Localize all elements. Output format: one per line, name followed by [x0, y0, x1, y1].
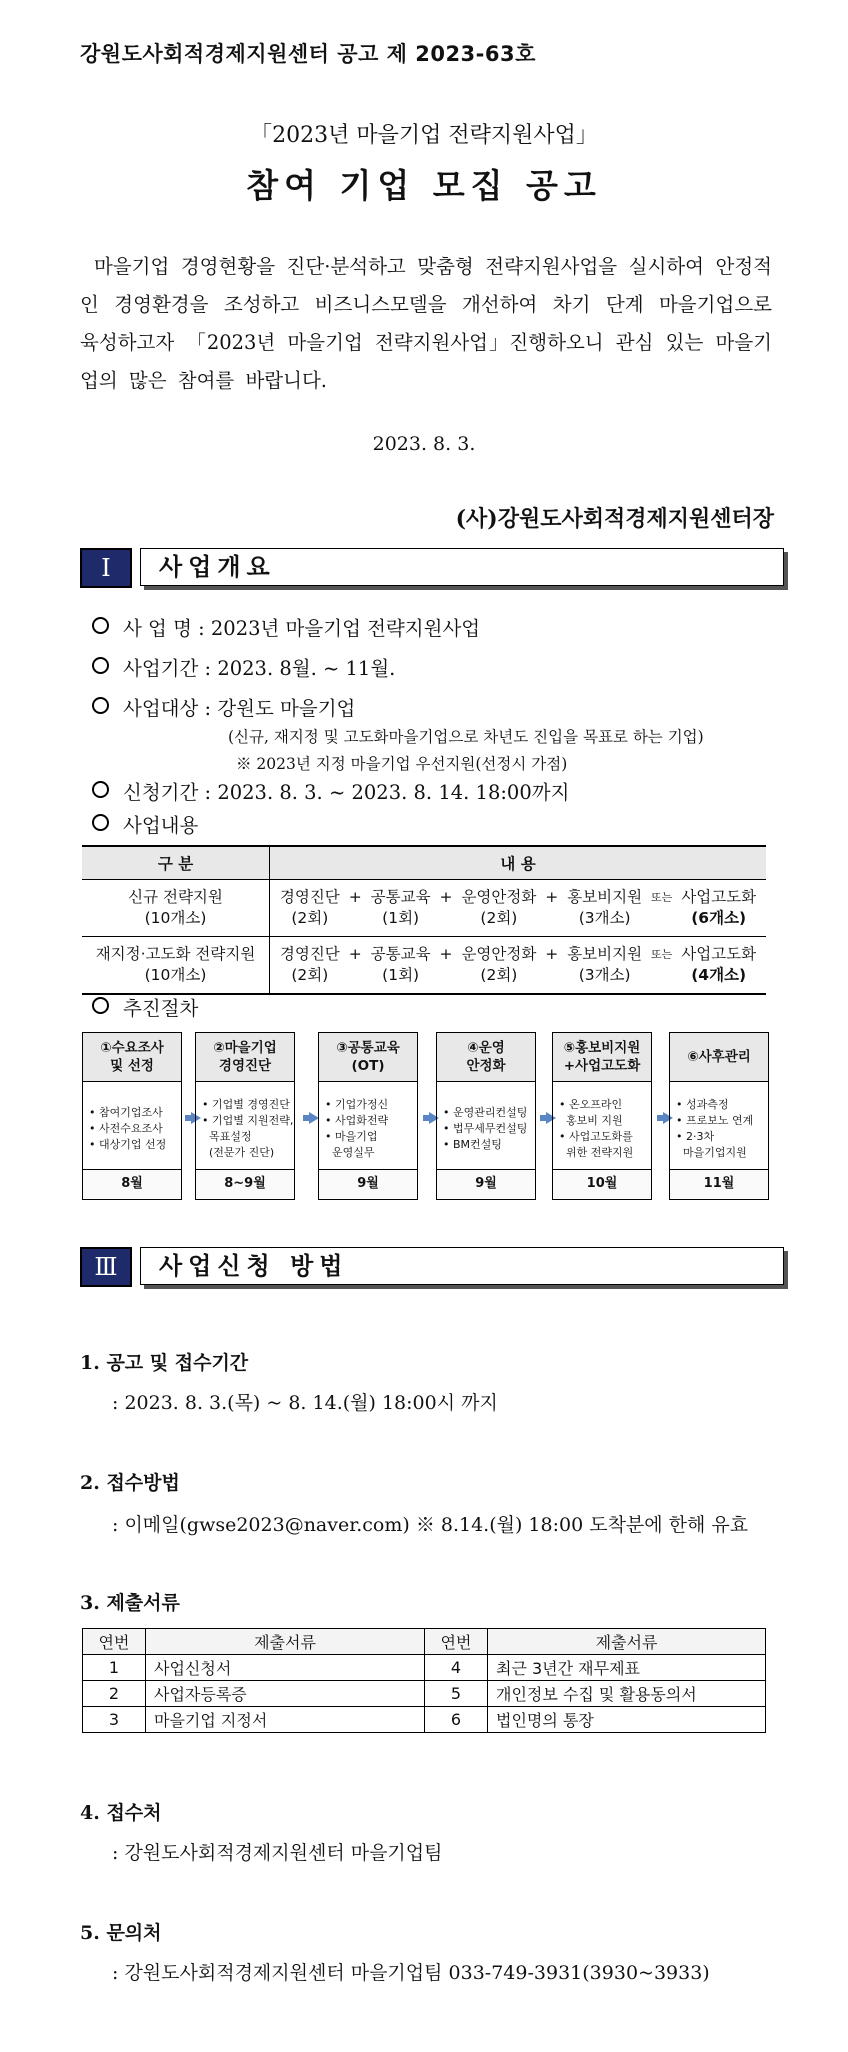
heading-documents: 3. 제출서류	[80, 1592, 180, 1614]
heading-contact: 5. 문의처	[80, 1922, 162, 1944]
text-receipt: : 강원도사회적경제지원센터 마을기업팀	[112, 1842, 443, 1864]
notice-number: 강원도사회적경제지원센터 공고 제 2023-63호	[80, 42, 536, 66]
table-header: 연번	[425, 1629, 488, 1655]
process-step	[669, 1032, 769, 1200]
process-step-month: 10월	[553, 1170, 651, 1198]
organization: (사)강원도사회적경제지원센터장	[455, 506, 774, 532]
process-step-title: ⑤홍보비지원 +사업고도화	[553, 1033, 651, 1082]
text-method: : 이메일(gwse2023@naver.com) ※ 8.14.(월) 18:00 도착분에 한해 유효	[112, 1514, 749, 1536]
table-header: 연번	[83, 1629, 146, 1655]
documents-table	[82, 1628, 766, 1733]
process-step	[195, 1032, 295, 1200]
process-step-body: • 성과측정 • 프로보노 연계 • 2·3차 마을기업지원	[670, 1082, 768, 1170]
section-1-number: Ⅰ	[80, 548, 132, 588]
table-header: 구 분	[82, 846, 270, 880]
process-step	[318, 1032, 418, 1200]
table-header: 제출서류	[146, 1629, 425, 1655]
heading-receipt: 4. 접수처	[80, 1802, 162, 1824]
text-period: : 2023. 8. 3.(목) ~ 8. 14.(월) 18:00시 까지	[112, 1392, 498, 1414]
process-step-title: ③공통교육 (OT)	[319, 1033, 417, 1082]
process-step	[436, 1032, 536, 1200]
table-row: 3 마을기업 지정서 6 법인명의 통장	[83, 1707, 766, 1733]
overview-item-target: 사업대상 : 강원도 마을기업	[92, 693, 355, 721]
process-step-title: ①수요조사 및 선정	[83, 1033, 181, 1082]
circle-bullet-icon	[92, 617, 109, 634]
process-step-title: ②마을기업 경영진단	[196, 1033, 294, 1082]
circle-bullet-icon	[92, 657, 109, 674]
page-title: 참여 기업 모집 공고	[246, 166, 602, 205]
table-row: 재지정·고도화 전략지원 (10개소) 경영진단 (2회) + 공통교육 (1회) + 운영안정화 (2회) + 홍보비지원 (3개소) 또는 사업고도화 (4개소)	[82, 937, 766, 995]
overview-item-period: 사업기간 : 2023. 8월. ~ 11월.	[92, 653, 395, 681]
process-step-body: • 운영관리컨설팅 • 법무세무컨설팅 • BM컨설팅	[437, 1082, 535, 1170]
circle-bullet-icon	[92, 697, 109, 714]
process-step-body: • 기업별 경영진단 • 기업별 지원전략, 목표설정 (전문가 진단)	[196, 1082, 294, 1170]
arrow-right-icon	[309, 1112, 319, 1124]
process-step-month: 8~9월	[196, 1170, 294, 1198]
table-header: 내 용	[270, 846, 767, 880]
text-contact: : 강원도사회적경제지원센터 마을기업팀 033-749-3931(3930~3933)	[112, 1962, 710, 1984]
heading-period: 1. 공고 및 접수기간	[80, 1352, 249, 1374]
process-step-month: 8월	[83, 1170, 181, 1198]
process-step-title: ⑥사후관리	[670, 1033, 768, 1082]
target-note-2: ※ 2023년 지정 마을기업 우선지원(선정시 가점)	[236, 755, 568, 773]
business-content-table	[82, 845, 766, 995]
target-note-1: (신규, 재지정 및 고도화마을기업으로 차년도 진입을 목표로 하는 기업)	[228, 728, 704, 746]
section-3-title: 사업신청 방법	[140, 1247, 784, 1285]
process-step	[552, 1032, 652, 1200]
subtitle: 「2023년 마을기업 전략지원사업」	[250, 123, 598, 148]
overview-item-application: 신청기간 : 2023. 8. 3. ~ 2023. 8. 14. 18:00까지	[92, 777, 569, 805]
process-step-body: • 기업가정신 • 사업화전략 • 마을기업 운영실무	[319, 1082, 417, 1170]
table-row: 2 사업자등록증 5 개인정보 수집 및 활용동의서	[83, 1681, 766, 1707]
process-step-body: • 온오프라인 홍보비 지원 • 사업고도화를 위한 전략지원	[553, 1082, 651, 1170]
table-row: 1 사업신청서 4 최근 3년간 재무제표	[83, 1655, 766, 1681]
overview-item-name: 사 업 명 : 2023년 마을기업 전략지원사업	[92, 613, 480, 641]
circle-bullet-icon	[92, 814, 109, 831]
process-step-month: 9월	[319, 1170, 417, 1198]
process-label: 추진절차	[92, 993, 198, 1021]
circle-bullet-icon	[92, 997, 109, 1014]
process-step-body: • 참여기업조사 • 사전수요조사 • 대상기업 선정	[83, 1082, 181, 1170]
process-step-month: 9월	[437, 1170, 535, 1198]
circle-bullet-icon	[92, 781, 109, 798]
intro-paragraph: 마을기업 경영현황을 진단·분석하고 맞춤형 전략지원사업을 실시하여 안정적인 경영환경을 조성하고 비즈니스모델을 개선하여 차기 단계 마을기업으로 육성하고자 「2023년 마을기업 전략지원사업」진행하오니 관심 있는 마을기업의 많은 참여를 바랍니다.	[80, 255, 772, 392]
process-step	[82, 1032, 182, 1200]
section-1-title: 사업개요	[140, 548, 784, 586]
notice-date: 2023. 8. 3.	[372, 433, 476, 455]
process-step-month: 11월	[670, 1170, 768, 1198]
heading-method: 2. 접수방법	[80, 1472, 180, 1494]
table-row: 신규 전략지원 (10개소) 경영진단 (2회) + 공통교육 (1회) + 운영안정화 (2회) + 홍보비지원 (3개소) 또는 사업고도화 (6개소)	[82, 880, 766, 937]
overview-item-content: 사업내용	[92, 810, 198, 838]
section-3-number: Ⅲ	[80, 1247, 132, 1287]
process-step-title: ④운영 안정화	[437, 1033, 535, 1082]
table-header: 제출서류	[488, 1629, 766, 1655]
